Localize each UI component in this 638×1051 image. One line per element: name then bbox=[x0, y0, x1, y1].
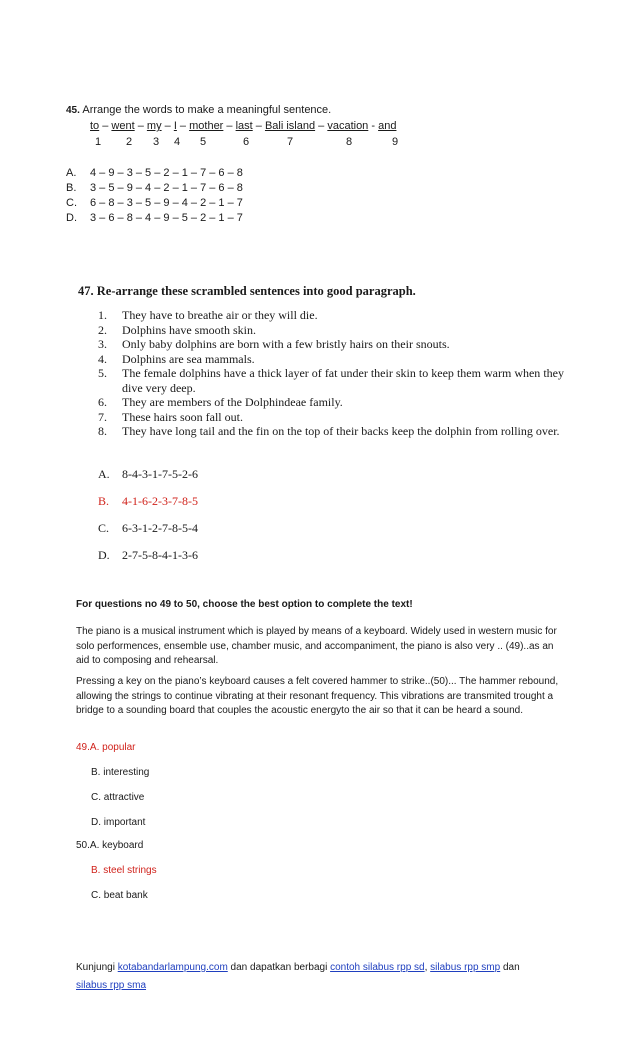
option-letter: D. bbox=[66, 212, 77, 224]
item-text: They have to breathe air or they will die. bbox=[122, 308, 318, 322]
word-index: 7 bbox=[287, 136, 294, 148]
list-item bbox=[98, 323, 564, 338]
option-row[interactable] bbox=[66, 181, 243, 196]
option-row[interactable] bbox=[66, 166, 243, 181]
list-item bbox=[98, 424, 564, 439]
option-text: 4 – 9 – 3 – 5 – 2 – 1 – 7 – 6 – 8 bbox=[90, 167, 243, 179]
word-separator: – bbox=[223, 120, 236, 132]
footer-prefix: Kunjungi bbox=[76, 962, 118, 973]
footer-text: dan dapatkan berbagi bbox=[227, 962, 331, 973]
word-item: and bbox=[378, 120, 397, 132]
word-item: Bali island bbox=[264, 120, 316, 132]
option-text: 6 – 8 – 3 – 5 – 9 – 4 – 2 – 1 – 7 bbox=[90, 197, 243, 209]
word-index: 3 bbox=[153, 136, 160, 148]
option-item[interactable]: 50.A. keyboard bbox=[76, 840, 144, 851]
option-row[interactable] bbox=[66, 211, 243, 226]
word-item: I bbox=[173, 120, 177, 132]
option-text: 3 – 5 – 9 – 4 – 2 – 1 – 7 – 6 – 8 bbox=[90, 182, 243, 194]
word-separator: – bbox=[315, 120, 328, 132]
item-number: 2. bbox=[98, 322, 107, 337]
word-item: my bbox=[146, 120, 162, 132]
question-45 bbox=[66, 104, 331, 116]
word-separator: - bbox=[368, 120, 379, 132]
link-silabus-rpp-sma[interactable]: silabus rpp sma bbox=[76, 980, 147, 991]
word-item: mother bbox=[189, 120, 224, 132]
item-number: 7. bbox=[98, 409, 107, 424]
word-separator: – bbox=[161, 120, 174, 132]
word-separator: – bbox=[176, 120, 190, 132]
question-45-options bbox=[66, 166, 243, 226]
list-item bbox=[98, 410, 564, 425]
paragraph-1: The piano is a musical instrument which is played by means of a keyboard. Widely used in western music for solo performences, ensemble use, chamber music, and accompaniment, the piano is also very .. (49)..as an aid to composing and rehearsal. bbox=[76, 626, 557, 667]
option-row[interactable] bbox=[98, 548, 198, 563]
option-letter: C. bbox=[66, 197, 77, 209]
option-item[interactable]: C. attractive bbox=[91, 792, 145, 803]
option-text: 6-3-1-2-7-8-5-4 bbox=[122, 521, 198, 535]
option-row[interactable] bbox=[98, 494, 198, 509]
option-letter: A. bbox=[98, 467, 110, 481]
item-text: They are members of the Dolphindeae family. bbox=[122, 395, 343, 409]
list-item bbox=[98, 337, 564, 352]
word-index: 9 bbox=[392, 136, 399, 148]
item-number: 8. bbox=[98, 424, 107, 438]
item-number: 6. bbox=[98, 395, 107, 409]
item-text: These hairs soon fall out. bbox=[122, 409, 243, 424]
paragraph-2: Pressing a key on the piano’s keyboard causes a felt covered hammer to strike..(50)... The hammer rebound, allowing the strings to continue vibrating at their resonant frequency. This vibrations are transmited trought a bridge to a sounding board that couples the acoustic energyto the air so that it can be heard a sound. bbox=[76, 676, 559, 717]
link-silabus-rpp-smp[interactable]: silabus rpp smp bbox=[430, 962, 501, 973]
word-separator: – bbox=[252, 120, 265, 132]
word-list bbox=[90, 120, 396, 132]
question-47-title: 47. Re-arrange these scrambled sentences into good paragraph. bbox=[78, 284, 416, 298]
link-kotabandarlampung[interactable]: kotabandarlampung.com bbox=[117, 962, 228, 973]
word-separator: – bbox=[134, 120, 147, 132]
option-letter: A. bbox=[66, 167, 77, 179]
option-item[interactable]: B. interesting bbox=[91, 767, 150, 778]
item-number: 4. bbox=[98, 351, 107, 366]
word-separator: – bbox=[99, 120, 112, 132]
footer bbox=[76, 959, 576, 995]
word-item: vacation bbox=[327, 120, 369, 132]
item-number: 3. bbox=[98, 337, 107, 351]
question-instruction: Arrange the words to make a meaningful sentence. bbox=[82, 104, 332, 116]
item-text: The female dolphins have a thick layer of fat under their skin to keep them warm when they dive very deep. bbox=[122, 366, 564, 395]
item-number: 5. bbox=[98, 366, 107, 380]
list-item bbox=[98, 366, 564, 395]
option-text: 3 – 6 – 8 – 4 – 9 – 5 – 2 – 1 – 7 bbox=[90, 212, 243, 224]
option-letter: B. bbox=[98, 494, 110, 508]
word-item: to bbox=[90, 120, 100, 132]
item-text: They have long tail and the fin on the top of their backs keep the dolphin from rolling over. bbox=[122, 424, 560, 438]
section-heading: For questions no 49 to 50, choose the best option to complete the text! bbox=[76, 599, 413, 610]
option-item[interactable]: D. important bbox=[91, 817, 146, 828]
option-text: 8-4-3-1-7-5-2-6 bbox=[122, 467, 198, 481]
option-row[interactable] bbox=[98, 521, 198, 536]
item-text: Dolphins are sea mammals. bbox=[122, 351, 255, 366]
word-index-row bbox=[92, 136, 422, 150]
word-item: last bbox=[235, 120, 253, 132]
option-letter: D. bbox=[98, 548, 110, 562]
option-letter: C. bbox=[98, 521, 110, 535]
word-index: 2 bbox=[126, 136, 133, 148]
option-item[interactable]: B. steel strings bbox=[91, 865, 157, 876]
link-silabus-rpp-sd[interactable]: contoh silabus rpp sd bbox=[330, 962, 425, 973]
option-item[interactable]: 49.A. popular bbox=[76, 742, 136, 753]
footer-text: , bbox=[424, 962, 431, 973]
option-item[interactable]: C. beat bank bbox=[91, 890, 148, 901]
word-index: 5 bbox=[200, 136, 207, 148]
list-item bbox=[98, 395, 564, 410]
word-index: 6 bbox=[243, 136, 250, 148]
footer-text: dan bbox=[500, 962, 520, 973]
word-item: went bbox=[111, 120, 135, 132]
item-number: 1. bbox=[98, 308, 107, 322]
question-number: 45. bbox=[66, 105, 80, 116]
list-item bbox=[98, 308, 564, 323]
item-text: Dolphins have smooth skin. bbox=[122, 322, 256, 337]
option-text: 2-7-5-8-4-1-3-6 bbox=[122, 548, 198, 562]
option-row[interactable] bbox=[98, 467, 198, 482]
word-index: 4 bbox=[174, 136, 181, 148]
word-index: 8 bbox=[346, 136, 353, 148]
option-letter: B. bbox=[66, 182, 77, 194]
list-item bbox=[98, 352, 564, 367]
item-text: Only baby dolphins are born with a few bristly hairs on their snouts. bbox=[122, 337, 450, 351]
scrambled-sentence-list bbox=[98, 308, 564, 439]
option-row[interactable] bbox=[66, 196, 243, 211]
option-text: 4-1-6-2-3-7-8-5 bbox=[122, 494, 198, 508]
word-index: 1 bbox=[95, 136, 102, 148]
